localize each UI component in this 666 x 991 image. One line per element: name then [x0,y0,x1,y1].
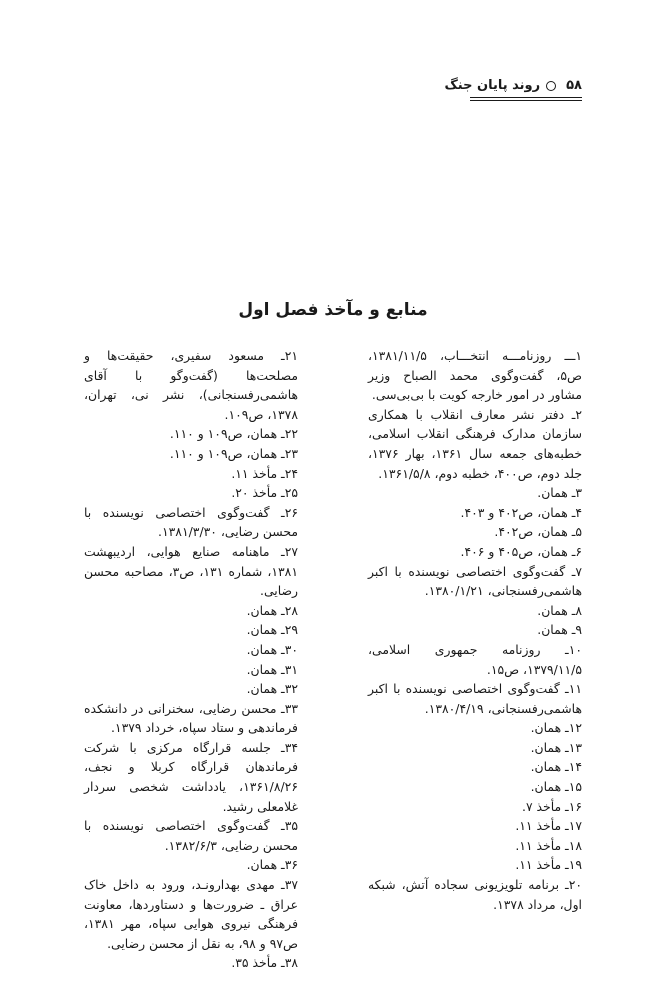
page-number: ۵۸ [566,78,582,93]
reference-entry: ۱۴ـ همان. [530,759,582,775]
references-column-left [84,346,298,973]
reference-entry: ۸ـ همان. [537,602,582,618]
reference-entry: ۱۶ـ مأخذ ۷. [521,798,582,814]
reference-entry: ۲۸ـ همان. [246,602,298,618]
reference-entry: ۱۸ـ مأخذ ۱۱. [515,837,582,853]
reference-entry: ۱ـــ روزنامـــه انتخـــاب، ۱۳۸۱/۱۱/۵، ص۵، گفت‌وگوی محمد الصباح وزیر مشاور در امور خارجه کویت با بی‌بی‌سی. [368,348,582,403]
reference-entry: ۶ـ همان، ص۴۰۵ و ۴۰۶. [460,543,582,559]
reference-entry: ۲۵ـ مأخذ ۲۰. [231,485,298,501]
reference-entry: ۲۱ـ مسعود سفیری، حقیقت‌ها و مصلحت‌ها (گفت‌وگو با آقای هاشمی‌رفسنجانی)، نشر نی، تهران، ۱۳۷۸، ص۱۰۹. [84,348,298,422]
header-rule [470,97,582,101]
references-column-right [368,346,582,914]
reference-entry: ۱۲ـ همان. [530,720,582,736]
running-head [84,78,582,93]
reference-entry: ۱۳ـ همان. [530,739,582,755]
reference-entry: ۱۱ـ گفت‌وگوی اختصاصی نویسنده با اکبر هاشمی‌رفسنجانی، ۱۳۸۰/۴/۱۹. [368,681,582,716]
reference-entry: ۳۳ـ محسن رضایی، سخنرانی در دانشکده فرماندهی و ستاد سپاه، خرداد ۱۳۷۹. [84,700,298,736]
reference-entry: ۲ـ دفتر نشر معارف انقلاب با همکاری سازمان مدارک فرهنگی انقلاب اسلامی، خطبه‌های جمعه سال ۱۳۶۱، بهار ۱۳۷۶، جلد دوم، ص۴۰۰، خطبه دوم، ۱۳۶۱/۵/۸. [368,406,582,481]
reference-entry: ۲۴ـ مأخذ ۱۱. [231,465,298,481]
reference-entry: ۳۰ـ همان. [246,641,298,657]
reference-entry: ۱۰ـ روزنامه جمهوری اسلامی، ۱۳۷۹/۱۱/۵، ص۱۵. [368,641,582,677]
reference-entry: ۲۲ـ همان، ص۱۰۹ و ۱۱۰. [169,426,298,442]
reference-entry: ۵ـ همان، ص۴۰۲. [494,524,582,540]
reference-entry: ۳۵ـ گفت‌وگوی اختصاصی نویسنده با محسن رضایی، ۱۳۸۲/۶/۳. [84,818,298,853]
reference-entry: ۱۷ـ مأخذ ۱۱. [515,818,582,834]
reference-entry: ۱۵ـ همان. [530,779,582,795]
reference-entry: ۴ـ همان، ص۴۰۲ و ۴۰۳. [460,504,582,520]
reference-entry: ۳۸ـ مأخذ ۳۵. [231,955,298,971]
reference-entry: ۳ـ همان. [537,485,582,501]
reference-entry: ۲۷ـ ماهنامه صنایع هوایی، اردیبهشت ۱۳۸۱، شماره ۱۳۱، ص۳، مصاحبه محسن رضایی. [84,543,298,599]
reference-entry: ۳۶ـ همان. [246,857,298,873]
reference-entry: ۹ـ همان. [537,622,582,638]
reference-entry: ۳۲ـ همان. [246,681,298,697]
reference-entry: ۷ـ گفت‌وگوی اختصاصی نویسنده با اکبر هاشمی‌رفسنجانی، ۱۳۸۰/۱/۲۱. [368,563,582,599]
section-title: منابع و مآخذ فصل اول [238,300,428,320]
book-title: روند پایان جنگ [444,78,541,93]
reference-entry: ۲۶ـ گفت‌وگوی اختصاصی نویسنده با محسن رضایی، ۱۳۸۱/۳/۳۰. [84,504,298,540]
reference-entry: ۲۰ـ برنامه تلویزیونی سجاده آتش، شبکه اول، مرداد ۱۳۷۸. [368,877,582,912]
reference-entry: ۲۳ـ همان، ص۱۰۹ و ۱۱۰. [169,445,298,461]
reference-entry: ۳۷ـ مهدی بهدارونـد، ورود به داخل خاک عراق ـ ضرورت‌ها و دستاوردها، معاونت فرهنگی نیروی هوایی سپاه، مهر ۱۳۸۱، ص۹۷ و ۹۸، به نقل از محسن رضایی. [84,877,298,951]
reference-entry: ۳۱ـ همان. [246,661,298,677]
reference-entry: ۳۴ـ جلسه قرارگاه مرکزی با شرکت فرماندهان قرارگاه کربلا و نجف، ۱۳۶۱/۸/۲۶، یادداشت شخصی سردار غلامعلی رشید. [84,739,298,814]
reference-entry: ۱۹ـ مأخذ ۱۱. [515,857,582,873]
reference-entry: ۲۹ـ همان. [246,622,298,638]
circle-ornament-icon [546,81,556,91]
